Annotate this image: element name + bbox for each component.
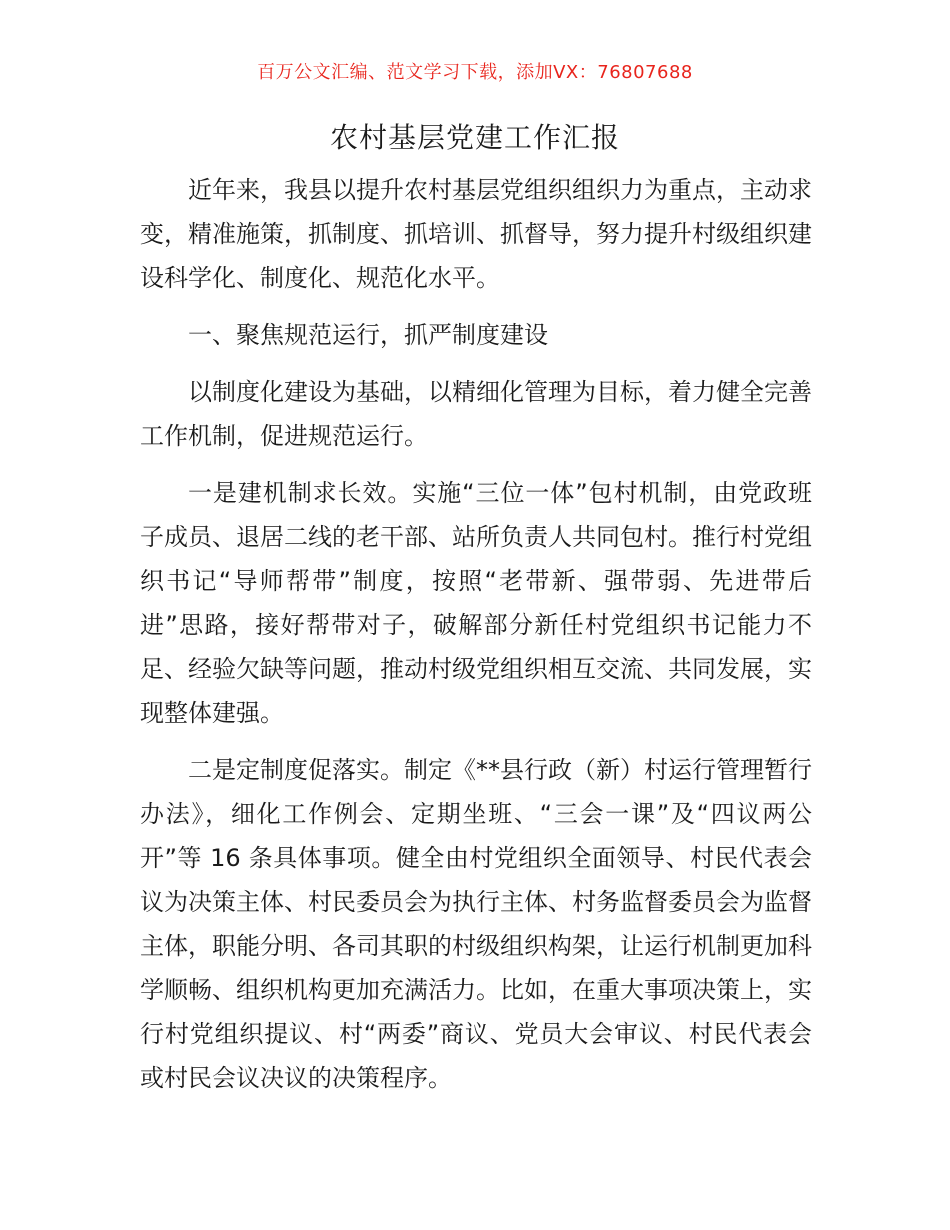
header-banner: 百万公文汇编、范文学习下载，添加VX：76807688 — [257, 62, 693, 83]
document-title: 农村基层党建工作汇报 — [329, 121, 620, 154]
paragraph-intro: 近年来，我县以提升农村基层党组织组织力为重点，主动求变，精准施策，抓制度、抓培训、抓督导，努力提升村级组织建设科学化、制度化、规范化水平。 — [140, 176, 812, 292]
document-body — [140, 168, 812, 1113]
paragraph-mechanism: 一是建机制求长效。实施“三位一体”包村机制，由党政班子成员、退居二线的老干部、站所负责人共同包村。推行村党组织书记“导师帮带”制度，按照“老带新、强带弱、先进带后进”思路，接好帮带对子，破解部分新任村党组织书记能力不足、经验欠缺等问题，推动村级党组织相互交流、共同发展，实现整体建强。 — [140, 479, 812, 727]
paragraph-system: 二是定制度促落实。制定《**县行政（新）村运行管理暂行办法》，细化工作例会、定期坐班、“三会一课”及“四议两公开”等 16 条具体事项。健全由村党组织全面领导、村民代表会议为决策主体、村民委员会为执行主体、村务监督委员会为监督主体，职能分明、各司其职的村级组织构架，让运行机制更加科学顺畅、组织机构更加充满活力。比如，在重大事项决策上，实行村党组织提议、村“两委”商议、党员大会审议、村民代表会或村民会议决议的决策程序。 — [140, 756, 812, 1092]
section-heading: 一、聚焦规范运行，抓严制度建设 — [188, 321, 548, 349]
paragraph-section-intro: 以制度化建设为基础，以精细化管理为目标，着力健全完善工作机制，促进规范运行。 — [140, 378, 812, 450]
